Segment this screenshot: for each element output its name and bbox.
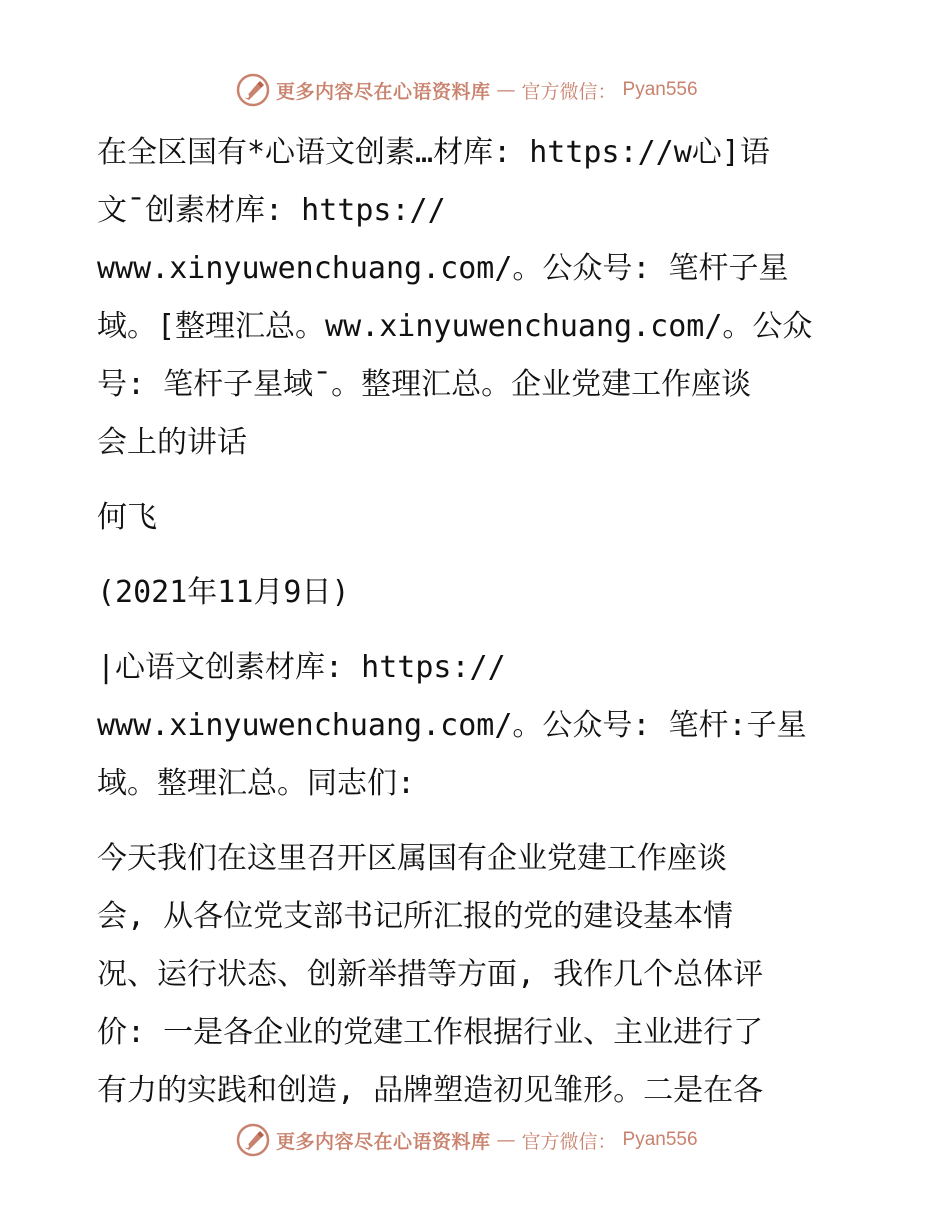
header-banner: [236, 72, 698, 108]
text-line: 何飞: [97, 500, 157, 535]
banner-dash: —: [496, 1129, 516, 1151]
text-line: 有力的实践和创造, 品牌塑造初见雏形。二是在各: [97, 1073, 764, 1108]
text-line: www.xinyuwenchuang.com/。公众号: 笔杆:子星: [97, 708, 807, 743]
pen-logo-icon: [236, 1123, 270, 1157]
banner-text: 更多内容尽在心语资料库: [276, 80, 491, 103]
author-name: [97, 489, 857, 547]
paragraph-greeting: [97, 639, 857, 813]
text-line: 会上的讲话: [97, 425, 247, 460]
text-line: |心语文创素材库: https://: [97, 650, 506, 685]
paragraph-body: [97, 830, 857, 1120]
text-line: 今天我们在这里召开区属国有企业党建工作座谈: [97, 841, 727, 876]
text-line: 文¯创素材库: https://: [97, 193, 446, 228]
banner-wechat-label: 官方微信：: [521, 1130, 617, 1153]
footer-banner: [236, 1122, 698, 1158]
pen-logo-icon: [236, 73, 270, 107]
banner-dash: —: [496, 79, 516, 101]
text-line: 域。[整理汇总。ww.xinyuwenchuang.com/。公众: [97, 309, 813, 344]
text-line: 域。整理汇总。同志们:: [97, 766, 416, 801]
text-line: 会, 从各位党支部书记所汇报的党的建设基本情: [97, 899, 734, 934]
text-line: 况、运行状态、创新举措等方面, 我作几个总体评: [97, 957, 764, 992]
banner-text: 更多内容尽在心语资料库: [276, 1130, 491, 1153]
text-line: 号: 笔杆子星域¯。整理汇总。企业党建工作座谈: [97, 367, 752, 402]
paragraph-intro: [97, 124, 857, 472]
text-line: www.xinyuwenchuang.com/。公众号: 笔杆子星: [97, 251, 789, 286]
banner-wechat-label: 官方微信：: [521, 80, 617, 103]
document-date: [97, 564, 857, 622]
document-body: [97, 124, 857, 1137]
banner-wechat-handle: Pyan556: [622, 1129, 698, 1150]
text-line: 在全区国有*心语文创素…材库: https://w心]语: [97, 135, 770, 170]
banner-wechat-handle: Pyan556: [622, 79, 698, 100]
text-line: 价: 一是各企业的党建工作根据行业、主业进行了: [97, 1015, 764, 1050]
text-line: (2021年11月9日): [97, 575, 350, 610]
